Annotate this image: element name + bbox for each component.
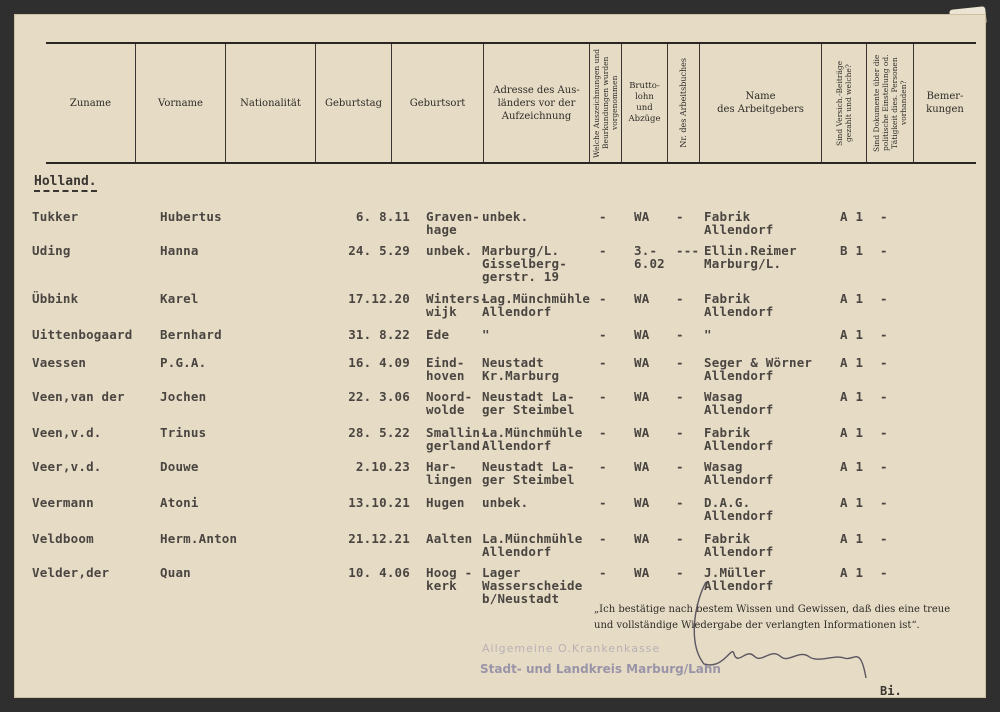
- header-brutto: Brutto- lohn und Abzüge: [622, 44, 668, 162]
- header-bemerkungen: Bemer- kungen: [926, 91, 964, 115]
- cell-brutto: WA: [634, 565, 650, 580]
- stamp-line-1: Allgemeine O.Krankenkasse: [482, 642, 661, 655]
- cell-geburtsort: Hugen: [426, 495, 465, 510]
- cell-dokumente: -: [880, 459, 888, 474]
- header-versich: [822, 44, 867, 162]
- cell-zuname: Übbink: [32, 291, 79, 306]
- cell-vorname: Douwe: [160, 459, 199, 474]
- cell-versich: A 1: [840, 291, 864, 306]
- cell-dokumente: -: [880, 495, 888, 510]
- cell-zuname: Veermann: [32, 495, 94, 510]
- cell-geburtstag: 28. 5.22: [348, 425, 410, 440]
- cell-arbeitgeber: Fabrik Allendorf: [704, 209, 774, 237]
- cell-auszeichnungen: -: [599, 495, 607, 510]
- cell-adresse: La.Münchmühle Allendorf: [482, 531, 583, 559]
- cell-adresse: La.Münchmühle Allendorf: [482, 425, 583, 453]
- header-vorname: Vorname: [136, 44, 226, 162]
- cell-zuname: Veldboom: [32, 531, 94, 546]
- cell-arbeitsbuch: ---: [676, 243, 700, 258]
- cell-versich: A 1: [840, 327, 864, 342]
- cell-dokumente: -: [880, 355, 888, 370]
- cell-brutto: WA: [634, 459, 650, 474]
- cell-versich: A 1: [840, 531, 864, 546]
- cell-brutto: 3.- 6.02: [634, 243, 665, 271]
- section-heading: Holland.: [34, 174, 97, 189]
- table-header: [46, 42, 976, 164]
- stamp-line-2: Stadt- und Landkreis Marburg/Lahn: [480, 662, 721, 676]
- cell-arbeitgeber: Fabrik Allendorf: [704, 531, 774, 559]
- cell-auszeichnungen: -: [599, 389, 607, 404]
- cell-versich: A 1: [840, 209, 864, 224]
- cell-adresse: Neustadt La- ger Steimbel: [482, 389, 575, 417]
- cell-arbeitsbuch: -: [676, 209, 684, 224]
- header-arbeitsbuch-text: Nr. des Arbeitsbuches: [679, 58, 688, 148]
- cell-arbeitgeber: Fabrik Allendorf: [704, 291, 774, 319]
- cell-adresse: Marburg/L. Gisselberg- gerstr. 19: [482, 243, 567, 284]
- cell-auszeichnungen: -: [599, 209, 607, 224]
- cell-geburtsort: unbek.: [426, 243, 473, 258]
- cell-dokumente: -: [880, 531, 888, 546]
- cell-versich: B 1: [840, 243, 864, 258]
- cell-vorname: Quan: [160, 565, 191, 580]
- cell-auszeichnungen: -: [599, 565, 607, 580]
- cell-geburtstag: 22. 3.06: [348, 389, 410, 404]
- header-geburtsort: Geburtsort: [392, 44, 484, 162]
- cell-geburtsort: Aalten: [426, 531, 473, 546]
- cell-arbeitsbuch: -: [676, 531, 684, 546]
- cell-geburtstag: 6. 8.11: [355, 209, 410, 224]
- cell-adresse: Neustadt Kr.Marburg: [482, 355, 560, 383]
- cell-brutto: WA: [634, 495, 650, 510]
- cell-zuname: Vaessen: [32, 355, 87, 370]
- cell-geburtstag: 13.10.21: [348, 495, 410, 510]
- cell-arbeitsbuch: -: [676, 327, 684, 342]
- cell-brutto: WA: [634, 327, 650, 342]
- cell-geburtstag: 10. 4.06: [348, 565, 410, 580]
- header-geburtstag: Geburtstag: [316, 44, 392, 162]
- header-dokumente: [867, 44, 914, 162]
- cell-auszeichnungen: -: [599, 355, 607, 370]
- cell-geburtsort: Eind- hoven: [426, 355, 465, 383]
- header-versich-text: Sind Versich.-Beiträge gezahlt und welche?: [835, 60, 853, 146]
- cell-geburtsort: Winters- wijk: [426, 291, 488, 319]
- cell-versich: A 1: [840, 389, 864, 404]
- cell-versich: A 1: [840, 355, 864, 370]
- header-dokumente-text: Sind Dokumente über die politische Einstellung od. Tätigkeit dies. Personen vorhanden?: [872, 54, 908, 152]
- cell-dokumente: -: [880, 327, 888, 342]
- cell-arbeitsbuch: -: [676, 459, 684, 474]
- cell-dokumente: -: [880, 291, 888, 306]
- header-arbeitsbuch: [668, 44, 700, 162]
- header-arbeitgeber: Name des Arbeitgebers: [700, 44, 822, 162]
- cell-zuname: Veen,van der: [32, 389, 125, 404]
- cell-zuname: Tukker: [32, 209, 79, 224]
- cell-adresse: unbek.: [482, 495, 529, 510]
- cell-adresse: Neustadt La- ger Steimbel: [482, 459, 575, 487]
- cell-vorname: Herm.Anton: [160, 531, 238, 546]
- cell-vorname: P.G.A.: [160, 355, 207, 370]
- cell-versich: A 1: [840, 425, 864, 440]
- cell-geburtstag: 2.10.23: [355, 459, 410, 474]
- cell-geburtsort: Hoog - kerk: [426, 565, 473, 593]
- cell-dokumente: -: [880, 425, 888, 440]
- cell-arbeitsbuch: -: [676, 425, 684, 440]
- cell-auszeichnungen: -: [599, 425, 607, 440]
- cell-versich: A 1: [840, 495, 864, 510]
- header-zuname: Zuname: [46, 44, 136, 162]
- cell-zuname: Veen,v.d.: [32, 425, 102, 440]
- cell-adresse: ": [482, 327, 490, 342]
- cell-vorname: Atoni: [160, 495, 199, 510]
- cell-arbeitgeber: Wasag Allendorf: [704, 459, 774, 487]
- cell-arbeitsbuch: -: [676, 495, 684, 510]
- cell-geburtsort: Smallin- gerland: [426, 425, 488, 453]
- cell-arbeitgeber: J.Müller Allendorf: [704, 565, 774, 593]
- cell-geburtsort: Ede: [426, 327, 450, 342]
- cell-geburtstag: 21.12.21: [348, 531, 410, 546]
- cell-arbeitgeber: ": [704, 327, 712, 342]
- initials: Bi.: [880, 684, 902, 698]
- cell-zuname: Veer,v.d.: [32, 459, 102, 474]
- cell-brutto: WA: [634, 389, 650, 404]
- cell-arbeitsbuch: -: [676, 389, 684, 404]
- header-auszeichnungen: [590, 44, 622, 162]
- declaration-line-1: „Ich bestätige nach bestem Wissen und Gewissen, daß dies eine treue: [594, 604, 951, 615]
- cell-dokumente: -: [880, 209, 888, 224]
- cell-zuname: Uittenbogaard: [32, 327, 133, 342]
- cell-vorname: Jochen: [160, 389, 207, 404]
- cell-geburtsort: Har- lingen: [426, 459, 473, 487]
- cell-arbeitsbuch: -: [676, 565, 684, 580]
- header-auszeichnungen-text: Welche Auszeichnungen und Beurkundungen wurden vorgenommen: [592, 48, 619, 158]
- cell-brutto: WA: [634, 209, 650, 224]
- header-nationalitaet: Nationalität: [226, 44, 316, 162]
- cell-vorname: Hanna: [160, 243, 199, 258]
- document-card: [14, 14, 986, 698]
- cell-geburtsort: Graven- hage: [426, 209, 481, 237]
- cell-geburtstag: 31. 8.22: [348, 327, 410, 342]
- cell-dokumente: -: [880, 389, 888, 404]
- declaration-line-2: und vollständige Wiedergabe der verlangten Informationen ist“.: [594, 620, 920, 631]
- cell-brutto: WA: [634, 355, 650, 370]
- cell-geburtstag: 24. 5.29: [348, 243, 410, 258]
- cell-vorname: Hubertus: [160, 209, 222, 224]
- header-adresse: Adresse des Aus- länders vor der Aufzeichnung: [484, 44, 590, 162]
- cell-vorname: Karel: [160, 291, 199, 306]
- cell-arbeitsbuch: -: [676, 291, 684, 306]
- cell-brutto: WA: [634, 425, 650, 440]
- cell-arbeitgeber: Seger & Wörner Allendorf: [704, 355, 813, 383]
- cell-adresse: Lager Wasserscheide b/Neustadt: [482, 565, 583, 606]
- cell-arbeitgeber: Fabrik Allendorf: [704, 425, 774, 453]
- cell-geburtstag: 16. 4.09: [348, 355, 410, 370]
- cell-auszeichnungen: -: [599, 291, 607, 306]
- cell-zuname: Uding: [32, 243, 71, 258]
- cell-versich: A 1: [840, 565, 864, 580]
- cell-brutto: WA: [634, 291, 650, 306]
- cell-geburtsort: Noord- wolde: [426, 389, 473, 417]
- cell-arbeitgeber: D.A.G. Allendorf: [704, 495, 774, 523]
- cell-auszeichnungen: -: [599, 531, 607, 546]
- cell-arbeitgeber: Wasag Allendorf: [704, 389, 774, 417]
- cell-geburtstag: 17.12.20: [348, 291, 410, 306]
- cell-vorname: Bernhard: [160, 327, 222, 342]
- cell-zuname: Velder,der: [32, 565, 110, 580]
- cell-auszeichnungen: -: [599, 459, 607, 474]
- cell-versich: A 1: [840, 459, 864, 474]
- cell-auszeichnungen: -: [599, 243, 607, 258]
- handwritten-signature: [684, 574, 884, 684]
- cell-vorname: Trinus: [160, 425, 207, 440]
- cell-arbeitgeber: Ellin.Reimer Marburg/L.: [704, 243, 797, 271]
- cell-adresse: Lag.Münchmühle Allendorf: [482, 291, 591, 319]
- cell-arbeitsbuch: -: [676, 355, 684, 370]
- cell-brutto: WA: [634, 531, 650, 546]
- cell-auszeichnungen: -: [599, 327, 607, 342]
- cell-adresse: unbek.: [482, 209, 529, 224]
- cell-dokumente: -: [880, 243, 888, 258]
- cell-dokumente: -: [880, 565, 888, 580]
